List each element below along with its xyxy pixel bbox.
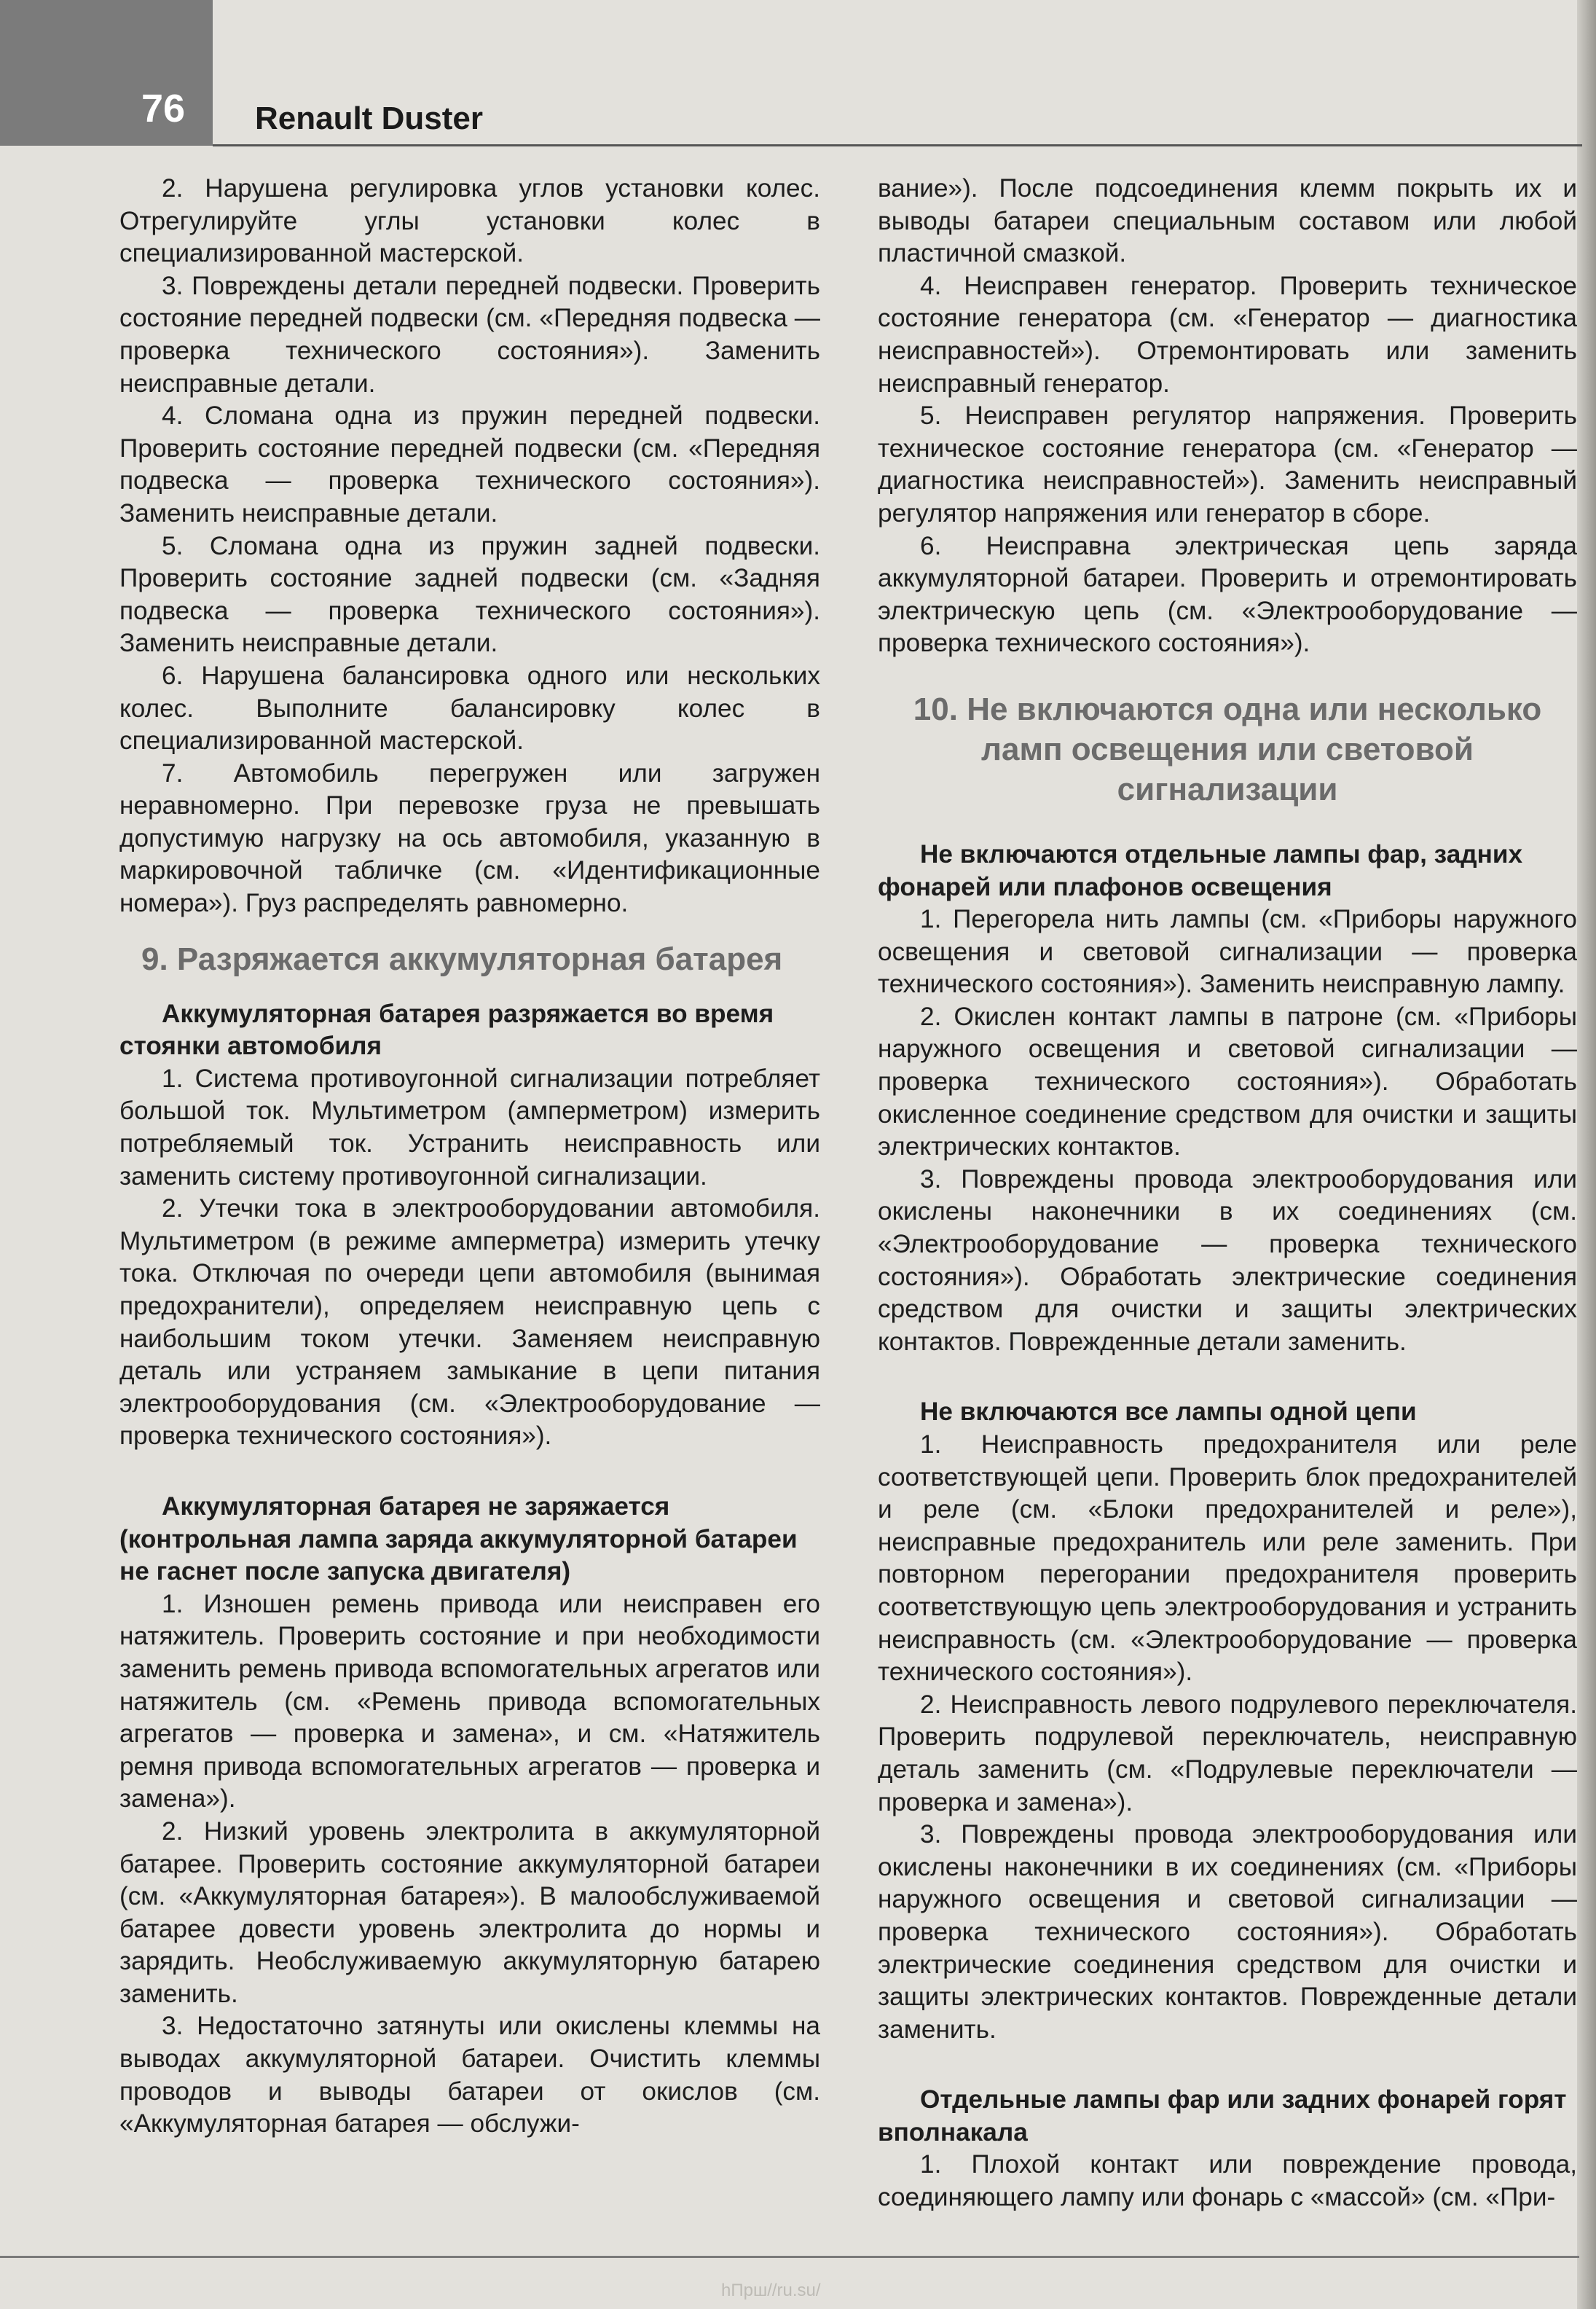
section-9-title: 9. Разряжается аккумуляторная батарея: [141, 941, 783, 977]
paragraph: 6. Неисправна электрическая цепь заряда аккумуляторной батареи. Проверить и отремонтировать электрическую цепь (см. «Электрооборудование — проверка технического состояния»).: [878, 531, 1577, 658]
spacer: [878, 2046, 1577, 2084]
left-column: [119, 173, 820, 2141]
paragraph: 3. Повреждены провода электрооборудования или окислены наконечники в их соединениях (см. «Приборы наружного освещения и световой сигнализации — проверка технического состояния»). Обработать электрические соединения средством для очистки и защиты электрических контактов. Поврежденные детали заменить.: [878, 1820, 1577, 2044]
page-number: 76: [141, 87, 186, 130]
paragraph: 1. Плохой контакт или повреждение провода, соединяющего лампу или фонарь с «массой» (см. «При-: [878, 2150, 1577, 2212]
spacer: [878, 809, 1577, 839]
spacer: [119, 920, 820, 939]
subsection-title: Аккумуляторная батарея не заряжается (контрольная лампа заряда аккумуляторной батареи не гаснет после запуска двигателя): [119, 1491, 798, 1586]
paragraph: 3. Недостаточно затянуты или окислены клеммы на выводах аккумуляторной батареи. Очистить клеммы проводов и выводы батареи от окислов (см. «Аккумуляторная батарея — обслужи-: [119, 2012, 820, 2139]
page-edge-shadow: [1577, 0, 1596, 2309]
spacer: [878, 1358, 1577, 1396]
paragraph-continuation: вание»). После подсоединения клемм покрыть их и выводы батареи специальным составом или любой пластичной смазкой.: [878, 174, 1577, 268]
paragraph: 3. Повреждены провода электрооборудования или окислены наконечники в их соединениях (см. «Электрооборудование — проверка технического состояния»). Обработать электрические соединения средством для очистки и защиты электрических контактов. Поврежденные детали заменить.: [878, 1164, 1577, 1356]
subsection-title: Не включаются отдельные лампы фар, задних фонарей или плафонов освещения: [878, 839, 1523, 901]
section-10-title: 10. Не включаются одна или несколько ламп освещения или световой сигнализации: [913, 691, 1542, 807]
page-number-box: [0, 0, 213, 146]
spacer: [119, 979, 820, 998]
paragraph: 2. Окислен контакт лампы в патроне (см. «Приборы наружного освещения и световой сигнализации — проверка технического состояния»). Обработать окисленное соединение средством для очистки и защиты электрических контактов.: [878, 1002, 1577, 1161]
paragraph: 2. Неисправность левого подрулевого переключателя. Проверить подрулевой переключатель, неисправную деталь заменить (см. «Подрулевые переключатели — проверка и замена»).: [878, 1690, 1577, 1816]
spacer: [878, 660, 1577, 689]
book-title: Renault Duster: [255, 101, 483, 136]
paragraph: 4. Сломана одна из пружин передней подвески. Проверить состояние передней подвески (см. «Передняя подвеска — проверка технического состояния»). Заменить неисправные детали.: [119, 401, 820, 528]
paragraph: 1. Система противоугонной сигнализации потребляет большой ток. Мультиметром (амперметром) измерить потребляемый ток. Устранить неисправность или заменить систему противоугонной сигнализации.: [119, 1064, 820, 1191]
page-header: [0, 0, 1596, 149]
paragraph: 7. Автомобиль перегружен или загружен неравномерно. При перевозке груза не превышать допустимую нагрузку на ось автомобиля, указанную в маркировочной табличке (см. «Идентификационные номера»). Груз распределять равномерно.: [119, 758, 820, 918]
paragraph: 1. Перегорела нить лампы (см. «Приборы наружного освещения и световой сигнализации — проверка технического состояния»). Заменить неисправную лампу.: [878, 905, 1577, 999]
right-column: [878, 173, 1577, 2214]
paragraph: 1. Изношен ремень привода или неисправен его натяжитель. Проверить состояние и при необходимости заменить ремень привода вспомогательных агрегатов или натяжитель (см. «Ремень привода вспомогательных агрегатов — проверка и замена», и см. «Натяжитель ремня привода вспомогательных агрегатов — проверка и замена»).: [119, 1589, 820, 1814]
paragraph: 4. Неисправен генератор. Проверить техническое состояние генератора (см. «Генератор — диагностика неисправностей»). Отремонтировать или заменить неисправный генератор.: [878, 271, 1577, 398]
paragraph: 3. Повреждены детали передней подвески. Проверить состояние передней подвески (см. «Передняя подвеска — проверка технического состояния»). Заменить неисправные детали.: [119, 271, 820, 398]
subsection-title: Аккумуляторная батарея разряжается во время стоянки автомобиля: [119, 999, 774, 1061]
watermark-text: hПpш//ru.su/: [721, 2281, 821, 2300]
footer-rule: [0, 2256, 1579, 2258]
paragraph: 2. Низкий уровень электролита в аккумуляторной батарее. Проверить состояние аккумуляторной батареи (см. «Аккумуляторная батарея»). В малообслуживаемой батарее довести уровень электролита до нормы и зарядить. Необслуживаемую аккумуляторную батарею заменить.: [119, 1816, 820, 2008]
paragraph: 1. Неисправность предохранителя или реле соответствующей цепи. Проверить блок предохранителей и реле (см. «Блоки предохранителей и реле»), неисправные предохранитель или реле заменить. При повторном перегорании предохранителя проверить соответствующую цепь электрооборудования и устранить неисправность (см. «Электрооборудование — проверка технического состояния»).: [878, 1430, 1577, 1687]
paragraph: 2. Нарушена регулировка углов установки колес. Отрегулируйте углы установки колес в специализированной мастерской.: [119, 174, 820, 268]
paragraph: 5. Неисправен регулятор напряжения. Проверить техническое состояние генератора (см. «Генератор — диагностика неисправностей»). Заменить неисправный регулятор напряжения или генератор в сборе.: [878, 401, 1577, 528]
paragraph: 5. Сломана одна из пружин задней подвески. Проверить состояние задней подвески (см. «Задняя подвеска — проверка технического состояния»). Заменить неисправные детали.: [119, 531, 820, 658]
subsection-title: Отдельные лампы фар или задних фонарей горят вполнакала: [878, 2085, 1567, 2147]
header-rule: [213, 144, 1582, 146]
paragraph: 6. Нарушена балансировка одного или нескольких колес. Выполните балансировку колес в специализированной мастерской.: [119, 661, 820, 756]
subsection-title: Не включаются все лампы одной цепи: [920, 1397, 1417, 1427]
paragraph: 2. Утечки тока в электрооборудовании автомобиля. Мультиметром (в режиме амперметра) измерить утечку тока. Отключая по очереди цепи автомобиля (вынимая предохранители), определяем неисправную цепь с наибольшим током утечки. Заменяем неисправную деталь или устраняем замыкание в цепи питания электрооборудования (см. «Электрооборудование — проверка технического состояния»).: [119, 1194, 820, 1451]
spacer: [119, 1453, 820, 1491]
